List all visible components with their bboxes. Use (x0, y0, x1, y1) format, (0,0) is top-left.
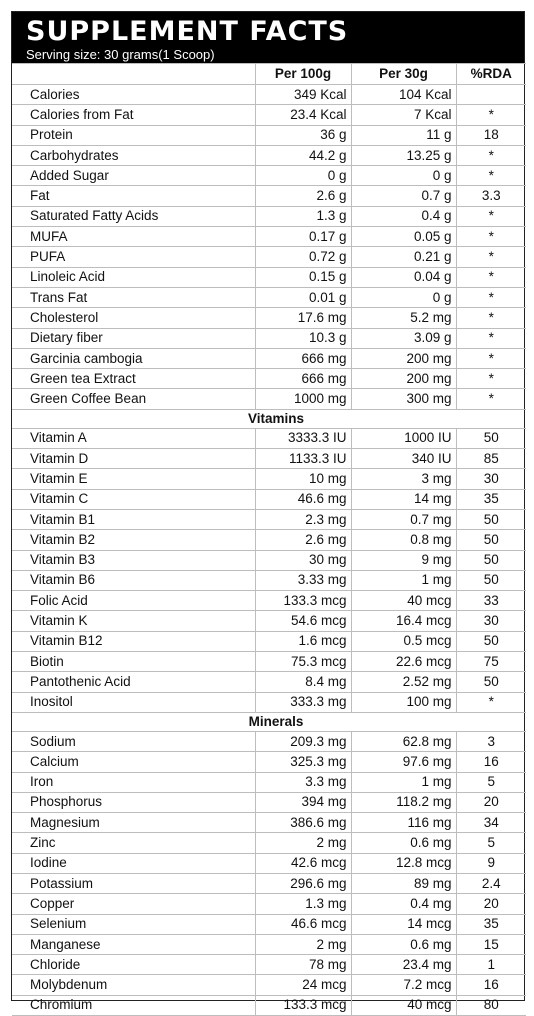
value-per-30g: 40 mcg (351, 591, 456, 611)
value-rda: * (456, 247, 526, 267)
table-row (12, 934, 526, 954)
value-per-100g: 36 g (255, 125, 351, 145)
nutrient-name: Inositol (12, 692, 255, 712)
nutrient-name: PUFA (12, 247, 255, 267)
column-header-per30g: Per 30g (351, 64, 456, 85)
value-rda: 16 (456, 752, 526, 772)
nutrient-name: Molybdenum (12, 975, 255, 995)
nutrient-name: MUFA (12, 227, 255, 247)
value-rda: 2.4 (456, 873, 526, 893)
value-per-100g: 1.3 mg (255, 894, 351, 914)
table-row (12, 833, 526, 853)
value-per-30g: 118.2 mg (351, 792, 456, 812)
value-per-30g: 3 mg (351, 469, 456, 489)
value-per-100g: 30 mg (255, 550, 351, 570)
table-row (12, 509, 526, 529)
minerals-heading: Minerals (12, 712, 526, 731)
table-row (12, 85, 526, 105)
value-per-30g: 0.7 mg (351, 509, 456, 529)
table-row (12, 672, 526, 692)
value-per-100g: 1133.3 IU (255, 449, 351, 469)
nutrient-name: Vitamin B1 (12, 509, 255, 529)
value-per-100g: 10.3 g (255, 328, 351, 348)
value-rda: 5 (456, 772, 526, 792)
value-rda: 33 (456, 591, 526, 611)
value-per-100g: 54.6 mcg (255, 611, 351, 631)
column-header-nutrient (12, 64, 255, 85)
vitamins-heading-section (12, 409, 526, 428)
nutrient-name: Vitamin K (12, 611, 255, 631)
value-per-30g: 22.6 mcg (351, 652, 456, 672)
value-rda: 16 (456, 975, 526, 995)
value-rda: 18 (456, 125, 526, 145)
value-per-100g: 3.3 mg (255, 772, 351, 792)
value-rda: * (456, 692, 526, 712)
value-rda: 3.3 (456, 186, 526, 206)
nutrient-name: Protein (12, 125, 255, 145)
value-per-100g: 209.3 mg (255, 731, 351, 751)
section-heading-row (12, 409, 526, 428)
table-row (12, 914, 526, 934)
value-per-30g: 0 g (351, 166, 456, 186)
value-rda: 50 (456, 509, 526, 529)
value-per-100g: 2.6 mg (255, 530, 351, 550)
value-rda: * (456, 166, 526, 186)
nutrient-name: Saturated Fatty Acids (12, 206, 255, 226)
value-per-30g: 7 Kcal (351, 105, 456, 125)
nutrient-name: Green tea Extract (12, 369, 255, 389)
table-row (12, 369, 526, 389)
value-rda: 1 (456, 955, 526, 975)
nutrient-name: Chromium (12, 995, 255, 1015)
value-per-100g: 666 mg (255, 369, 351, 389)
value-per-30g: 0.04 g (351, 267, 456, 287)
value-per-100g: 666 mg (255, 348, 351, 368)
value-per-30g: 16.4 mcg (351, 611, 456, 631)
value-rda: * (456, 227, 526, 247)
nutrient-name: Manganese (12, 934, 255, 954)
value-rda: 34 (456, 813, 526, 833)
value-per-30g: 1000 IU (351, 428, 456, 448)
table-row (12, 550, 526, 570)
value-per-100g: 24 mcg (255, 975, 351, 995)
table-row (12, 591, 526, 611)
value-per-100g: 2 mg (255, 934, 351, 954)
value-per-100g: 394 mg (255, 792, 351, 812)
table-row (12, 995, 526, 1015)
nutrient-name: Sodium (12, 731, 255, 751)
value-per-100g: 296.6 mg (255, 873, 351, 893)
nutrient-name: Selenium (12, 914, 255, 934)
value-rda: 20 (456, 792, 526, 812)
table-row (12, 955, 526, 975)
value-rda: * (456, 369, 526, 389)
value-per-100g: 1.3 g (255, 206, 351, 226)
value-per-100g: 78 mg (255, 955, 351, 975)
nutrient-name: Vitamin E (12, 469, 255, 489)
value-per-30g: 40 mcg (351, 995, 456, 1015)
value-per-100g: 133.3 mcg (255, 995, 351, 1015)
value-per-30g: 11 g (351, 125, 456, 145)
value-per-100g: 46.6 mg (255, 489, 351, 509)
table-row (12, 145, 526, 165)
value-per-30g: 1 mg (351, 570, 456, 590)
value-per-30g: 12.8 mcg (351, 853, 456, 873)
value-rda: 50 (456, 428, 526, 448)
value-per-30g: 0.5 mcg (351, 631, 456, 651)
value-per-100g: 2.6 g (255, 186, 351, 206)
value-rda: 50 (456, 550, 526, 570)
value-per-30g: 2.52 mg (351, 672, 456, 692)
table-row (12, 308, 526, 328)
value-per-100g: 2.3 mg (255, 509, 351, 529)
nutrient-name: Green Coffee Bean (12, 389, 255, 409)
value-rda: 75 (456, 652, 526, 672)
value-per-100g: 325.3 mg (255, 752, 351, 772)
table-row (12, 873, 526, 893)
value-per-30g: 0.7 g (351, 186, 456, 206)
column-header-per100g: Per 100g (255, 64, 351, 85)
value-per-30g: 0.4 mg (351, 894, 456, 914)
value-rda: * (456, 287, 526, 307)
table-row (12, 166, 526, 186)
table-row (12, 186, 526, 206)
nutrient-name: Vitamin B2 (12, 530, 255, 550)
nutrient-name: Vitamin B12 (12, 631, 255, 651)
serving-size: Serving size: 30 grams(1 Scoop) (26, 47, 215, 62)
value-per-100g: 0.72 g (255, 247, 351, 267)
table-row (12, 530, 526, 550)
value-rda: 3 (456, 731, 526, 751)
supplement-facts-panel (11, 11, 525, 1013)
nutrient-name: Folic Acid (12, 591, 255, 611)
value-per-30g: 0 g (351, 287, 456, 307)
column-header-rda: %RDA (456, 64, 526, 85)
nutrient-name: Calcium (12, 752, 255, 772)
nutrient-name: Vitamin B3 (12, 550, 255, 570)
nutrient-name: Copper (12, 894, 255, 914)
nutrient-name: Calories (12, 85, 255, 105)
value-per-100g: 23.4 Kcal (255, 105, 351, 125)
nutrient-name: Vitamin A (12, 428, 255, 448)
nutrient-name: Vitamin B6 (12, 570, 255, 590)
value-per-100g: 3.33 mg (255, 570, 351, 590)
minerals-section (12, 731, 526, 1015)
value-per-100g: 1000 mg (255, 389, 351, 409)
value-rda: 35 (456, 914, 526, 934)
value-rda: 85 (456, 449, 526, 469)
nutrient-name: Cholesterol (12, 308, 255, 328)
table-row (12, 489, 526, 509)
table-row (12, 652, 526, 672)
value-per-30g: 0.4 g (351, 206, 456, 226)
value-rda: 35 (456, 489, 526, 509)
nutrient-name: Fat (12, 186, 255, 206)
value-rda: 30 (456, 469, 526, 489)
table-row (12, 692, 526, 712)
nutrient-name: Chloride (12, 955, 255, 975)
value-per-30g: 104 Kcal (351, 85, 456, 105)
value-per-30g: 14 mcg (351, 914, 456, 934)
value-per-100g: 0.17 g (255, 227, 351, 247)
nutrient-name: Vitamin C (12, 489, 255, 509)
value-per-30g: 89 mg (351, 873, 456, 893)
value-per-30g: 100 mg (351, 692, 456, 712)
nutrient-name: Iron (12, 772, 255, 792)
table-row (12, 428, 526, 448)
table-row (12, 792, 526, 812)
value-per-30g: 14 mg (351, 489, 456, 509)
value-per-100g: 75.3 mcg (255, 652, 351, 672)
value-rda: * (456, 328, 526, 348)
column-header-row (12, 64, 526, 85)
nutrient-name: Garcinia cambogia (12, 348, 255, 368)
vitamins-section (12, 428, 526, 712)
nutrient-name: Carbohydrates (12, 145, 255, 165)
value-per-100g: 2 mg (255, 833, 351, 853)
table-row (12, 611, 526, 631)
table-row (12, 894, 526, 914)
table-row (12, 287, 526, 307)
table-row (12, 449, 526, 469)
value-per-100g: 42.6 mcg (255, 853, 351, 873)
table-row (12, 267, 526, 287)
table-row (12, 631, 526, 651)
value-per-30g: 200 mg (351, 348, 456, 368)
value-per-100g: 8.4 mg (255, 672, 351, 692)
value-rda: * (456, 145, 526, 165)
value-per-100g: 0.01 g (255, 287, 351, 307)
value-per-100g: 349 Kcal (255, 85, 351, 105)
table-row (12, 206, 526, 226)
table-row (12, 772, 526, 792)
value-per-30g: 3.09 g (351, 328, 456, 348)
value-per-30g: 116 mg (351, 813, 456, 833)
value-per-30g: 9 mg (351, 550, 456, 570)
value-per-30g: 13.25 g (351, 145, 456, 165)
table-row (12, 570, 526, 590)
value-rda: * (456, 348, 526, 368)
value-per-100g: 44.2 g (255, 145, 351, 165)
general-section (12, 85, 526, 410)
value-per-30g: 62.8 mg (351, 731, 456, 751)
nutrient-name: Zinc (12, 833, 255, 853)
value-per-100g: 10 mg (255, 469, 351, 489)
nutrient-name: Vitamin D (12, 449, 255, 469)
value-per-30g: 1 mg (351, 772, 456, 792)
value-rda: * (456, 206, 526, 226)
table-row (12, 227, 526, 247)
nutrient-name: Trans Fat (12, 287, 255, 307)
vitamins-heading: Vitamins (12, 409, 526, 428)
value-rda: 5 (456, 833, 526, 853)
value-per-30g: 0.6 mg (351, 934, 456, 954)
value-per-100g: 0 g (255, 166, 351, 186)
table-row (12, 105, 526, 125)
value-per-30g: 300 mg (351, 389, 456, 409)
facts-header (12, 12, 524, 63)
nutrient-name: Phosphorus (12, 792, 255, 812)
value-per-30g: 0.05 g (351, 227, 456, 247)
value-rda: 50 (456, 570, 526, 590)
value-per-30g: 200 mg (351, 369, 456, 389)
value-rda: 30 (456, 611, 526, 631)
value-rda: 50 (456, 530, 526, 550)
value-rda: 80 (456, 995, 526, 1015)
nutrient-name: Added Sugar (12, 166, 255, 186)
table-row (12, 731, 526, 751)
nutrient-name: Pantothenic Acid (12, 672, 255, 692)
value-per-100g: 1.6 mcg (255, 631, 351, 651)
section-heading-row (12, 712, 526, 731)
value-rda: 50 (456, 631, 526, 651)
nutrient-name: Iodine (12, 853, 255, 873)
value-rda: * (456, 105, 526, 125)
value-rda (456, 85, 526, 105)
nutrient-name: Magnesium (12, 813, 255, 833)
table-row (12, 813, 526, 833)
value-rda: * (456, 308, 526, 328)
table-row (12, 389, 526, 409)
table-row (12, 853, 526, 873)
value-rda: * (456, 267, 526, 287)
value-per-100g: 46.6 mcg (255, 914, 351, 934)
page-title: SUPPLEMENT FACTS (26, 16, 349, 47)
value-rda: 20 (456, 894, 526, 914)
minerals-heading-section (12, 712, 526, 731)
value-rda: 15 (456, 934, 526, 954)
table-row (12, 328, 526, 348)
value-per-100g: 3333.3 IU (255, 428, 351, 448)
value-per-30g: 7.2 mcg (351, 975, 456, 995)
value-per-30g: 5.2 mg (351, 308, 456, 328)
value-per-30g: 340 IU (351, 449, 456, 469)
table-row (12, 125, 526, 145)
nutrient-name: Potassium (12, 873, 255, 893)
nutrient-name: Linoleic Acid (12, 267, 255, 287)
value-per-30g: 23.4 mg (351, 955, 456, 975)
value-per-100g: 333.3 mg (255, 692, 351, 712)
value-per-100g: 133.3 mcg (255, 591, 351, 611)
table-row (12, 469, 526, 489)
value-per-30g: 0.21 g (351, 247, 456, 267)
table-row (12, 247, 526, 267)
nutrient-name: Calories from Fat (12, 105, 255, 125)
table-row (12, 348, 526, 368)
value-per-100g: 0.15 g (255, 267, 351, 287)
value-rda: 50 (456, 672, 526, 692)
value-rda: * (456, 389, 526, 409)
value-per-30g: 97.6 mg (351, 752, 456, 772)
nutrient-name: Dietary fiber (12, 328, 255, 348)
value-per-100g: 386.6 mg (255, 813, 351, 833)
value-per-100g: 17.6 mg (255, 308, 351, 328)
table-row (12, 752, 526, 772)
nutrient-name: Biotin (12, 652, 255, 672)
nutrition-table (12, 63, 526, 1016)
table-row (12, 975, 526, 995)
value-per-30g: 0.8 mg (351, 530, 456, 550)
value-rda: 9 (456, 853, 526, 873)
value-per-30g: 0.6 mg (351, 833, 456, 853)
